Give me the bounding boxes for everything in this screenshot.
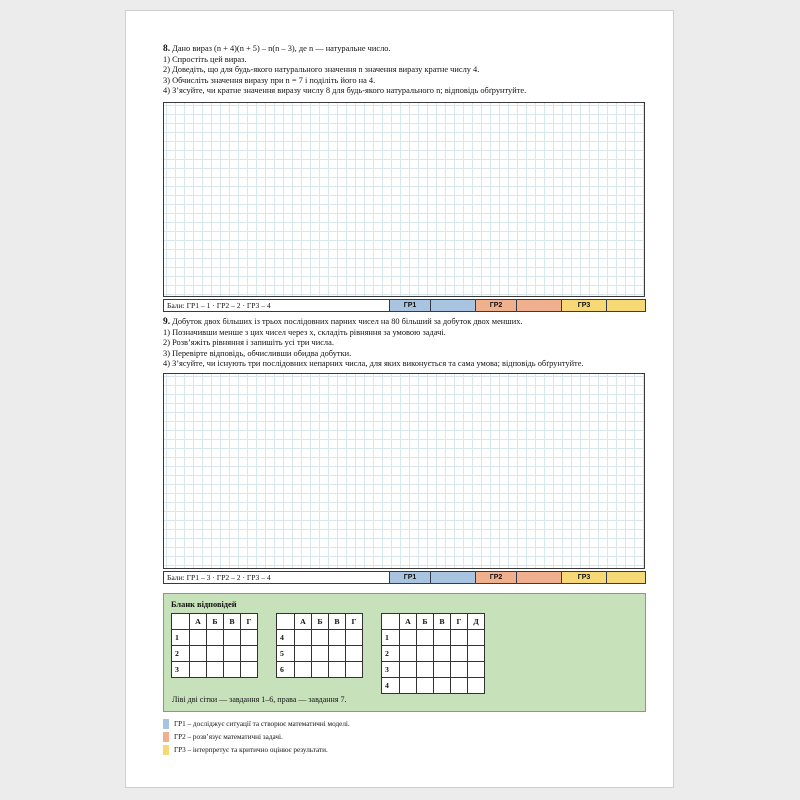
answer-row-label: 3 [382, 662, 400, 678]
answer-cell[interactable] [434, 630, 451, 646]
answer-cell[interactable] [329, 646, 346, 662]
task-8-item-4: 4) З’ясуйте, чи кратне значення виразу числу 8 для будь-якого натурального n; відповідь обґрунтуйте. [163, 86, 527, 96]
answer-table-3 [381, 613, 485, 694]
answer-cell[interactable] [451, 678, 468, 694]
answer-table-3-header: А [400, 614, 417, 630]
answer-cell[interactable] [400, 630, 417, 646]
answer-table-2-header: Г [346, 614, 363, 630]
task-8-gr3-label: ГР3 [562, 300, 607, 311]
answer-cell[interactable] [451, 646, 468, 662]
answer-cell[interactable] [451, 630, 468, 646]
task-9-number: 9. [163, 317, 171, 327]
answer-sheet-note: Ліві дві сітки — завдання 1–6, права — завдання 7. [172, 695, 347, 704]
task-9-score-label: Бали: ГР1 – 3 · ГР2 – 2 · ГР3 – 4 [164, 572, 390, 583]
answer-cell[interactable] [295, 630, 312, 646]
task-8-number: 8. [163, 44, 171, 54]
worksheet-page [125, 10, 674, 788]
answer-cell[interactable] [190, 630, 207, 646]
task-8-gr1-cell[interactable] [431, 300, 476, 311]
answer-table-3-corner [382, 614, 400, 630]
legend-swatch-orange [163, 732, 169, 742]
answer-cell[interactable] [312, 646, 329, 662]
answer-cell[interactable] [417, 646, 434, 662]
answer-cell[interactable] [417, 630, 434, 646]
answer-row-label: 5 [277, 646, 295, 662]
legend-text-gr1: ГР1 – досліджує ситуації та створює математичні моделі. [174, 720, 350, 728]
answer-table-2-header: А [295, 614, 312, 630]
task-9-gr3-label: ГР3 [562, 572, 607, 583]
task-9-gr1-label: ГР1 [390, 572, 431, 583]
task-8-gr3-cell[interactable] [607, 300, 645, 311]
answer-table-2 [276, 613, 363, 678]
task-8-gr2-label: ГР2 [476, 300, 517, 311]
answer-cell[interactable] [346, 630, 363, 646]
answer-cell[interactable] [346, 646, 363, 662]
task-9 [163, 317, 645, 370]
task-8 [163, 44, 645, 97]
task-8-item-2: 2) Доведіть, що для будь-якого натурального значення n значення виразу кратне числу 4. [163, 65, 480, 75]
answer-cell[interactable] [468, 630, 485, 646]
task-8-item-1: 1) Спростіть цей вираз. [163, 54, 247, 64]
answer-table-1-header: Г [241, 614, 258, 630]
answer-cell[interactable] [312, 662, 329, 678]
task-8-score-label: Бали: ГР1 – 1 · ГР2 – 2 · ГР3 – 4 [164, 300, 390, 311]
answer-table-1-corner [172, 614, 190, 630]
answer-table-3-header: Г [451, 614, 468, 630]
answer-row-label: 1 [382, 630, 400, 646]
legend-item-gr3 [163, 745, 328, 755]
answer-row-label: 6 [277, 662, 295, 678]
answer-row-label: 1 [172, 630, 190, 646]
answer-cell[interactable] [468, 678, 485, 694]
task-9-item-1: 1) Позначивши менше з цих чисел через x, складіть рівняння за умовою задачі. [163, 327, 446, 337]
task-8-score-row [163, 299, 646, 312]
task-9-intro-text: Добуток двох більших із трьох послідовних парних чисел на 80 більший за добуток двох менших. [172, 317, 523, 326]
task-9-gr2-cell[interactable] [517, 572, 562, 583]
legend-swatch-blue [163, 719, 169, 729]
task-9-answer-grid[interactable] [163, 373, 645, 569]
answer-table-1-header: Б [207, 614, 224, 630]
answer-cell[interactable] [451, 662, 468, 678]
answer-table-3-header: В [434, 614, 451, 630]
answer-cell[interactable] [434, 678, 451, 694]
answer-cell[interactable] [417, 662, 434, 678]
answer-cell[interactable] [417, 678, 434, 694]
legend-item-gr1 [163, 719, 350, 729]
answer-table-1-header: В [224, 614, 241, 630]
answer-cell[interactable] [190, 646, 207, 662]
task-9-gr2-label: ГР2 [476, 572, 517, 583]
task-8-intro-text: Дано вираз (n + 4)(n + 5) – n(n – 3), де n — натуральне число. [172, 44, 391, 53]
answer-table-3-header: Б [417, 614, 434, 630]
answer-cell[interactable] [224, 646, 241, 662]
answer-cell[interactable] [346, 662, 363, 678]
answer-cell[interactable] [329, 662, 346, 678]
task-9-gr1-cell[interactable] [431, 572, 476, 583]
task-9-intro [163, 317, 645, 328]
answer-cell[interactable] [241, 662, 258, 678]
answer-row-label: 2 [382, 646, 400, 662]
answer-cell[interactable] [434, 662, 451, 678]
answer-cell[interactable] [434, 646, 451, 662]
legend-item-gr2 [163, 732, 283, 742]
answer-cell[interactable] [468, 662, 485, 678]
answer-cell[interactable] [468, 646, 485, 662]
answer-cell[interactable] [329, 630, 346, 646]
answer-table-3-header: Д [468, 614, 485, 630]
answer-cell[interactable] [312, 630, 329, 646]
answer-cell[interactable] [400, 646, 417, 662]
answer-cell[interactable] [295, 662, 312, 678]
answer-table-2-header: Б [312, 614, 329, 630]
answer-cell[interactable] [241, 630, 258, 646]
legend-swatch-yellow [163, 745, 169, 755]
answer-cell[interactable] [207, 662, 224, 678]
answer-table-2-corner [277, 614, 295, 630]
task-9-gr3-cell[interactable] [607, 572, 645, 583]
task-9-score-row [163, 571, 646, 584]
task-9-item-2: 2) Розв’яжіть рівняння і запишіть усі три числа. [163, 338, 334, 348]
answer-cell[interactable] [224, 630, 241, 646]
answer-row-label: 4 [382, 678, 400, 694]
answer-row-label: 2 [172, 646, 190, 662]
task-8-intro [163, 44, 645, 55]
task-9-item-4: 4) З’ясуйте, чи існують три послідовних непарних числа, для яких виконується та сама умова; відповідь обґрунтуйте. [163, 359, 584, 369]
answer-cell[interactable] [400, 678, 417, 694]
task-8-gr1-label: ГР1 [390, 300, 431, 311]
answer-cell[interactable] [207, 646, 224, 662]
answer-table-2-header: В [329, 614, 346, 630]
answer-row-label: 3 [172, 662, 190, 678]
task-8-gr2-cell[interactable] [517, 300, 562, 311]
answer-row-label: 4 [277, 630, 295, 646]
answer-cell[interactable] [207, 630, 224, 646]
legend-text-gr3: ГР3 – інтерпретує та критично оцінює результати. [174, 746, 328, 754]
answer-table-1 [171, 613, 258, 678]
task-8-answer-grid[interactable] [163, 102, 645, 297]
task-9-item-3: 3) Перевірте відповідь, обчисливши обидва добутки. [163, 348, 352, 358]
answer-sheet [163, 593, 646, 712]
answer-table-1-header: А [190, 614, 207, 630]
answer-sheet-title: Бланк відповідей [171, 600, 237, 609]
answer-cell[interactable] [295, 646, 312, 662]
legend-text-gr2: ГР2 – розв’язує математичні задачі. [174, 733, 283, 741]
task-8-item-3: 3) Обчисліть значення виразу при n = 7 і поділіть його на 4. [163, 75, 376, 85]
answer-cell[interactable] [190, 662, 207, 678]
answer-cell[interactable] [224, 662, 241, 678]
answer-cell[interactable] [241, 646, 258, 662]
answer-cell[interactable] [400, 662, 417, 678]
